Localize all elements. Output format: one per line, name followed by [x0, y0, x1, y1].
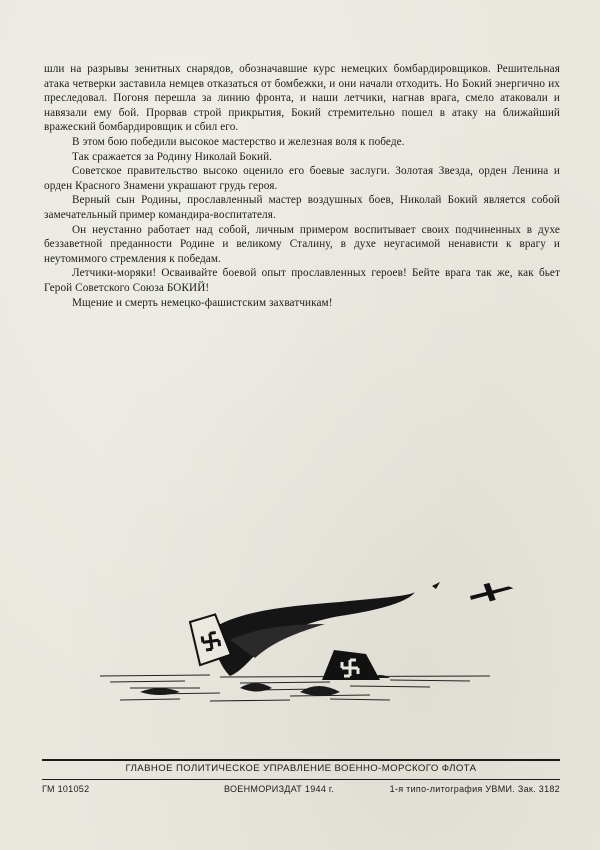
paragraph-6: Он неустанно работает над собой, личным примером воспитывает своих подчиненных в духе беззаветной преданности Родине и великому Сталину, в духе неугасимой ненависти к врагу и неутомимого стремления к победам.	[44, 223, 560, 265]
paragraph-3: Так сражается за Родину Николай Бокий.	[72, 150, 273, 163]
paragraph-5: Верный сын Родины, прославленный мастер воздушных боев, Николай Бокий является собой замечательный пример командира-воспитателя.	[44, 194, 560, 221]
crashed-plane-illustration	[90, 580, 520, 730]
paragraph-8: Мщение и смерть немецко-фашистским захватчикам!	[72, 296, 333, 309]
wreck	[322, 650, 380, 680]
distant-plane	[468, 580, 515, 606]
ground-strokes	[100, 675, 490, 701]
paragraph-4: Советское правительство высоко оценило его боевые заслуги. Золотая Звезда, орден Ленина и орден Красного Знамени украшают грудь героя.	[44, 165, 560, 192]
flying-debris	[432, 582, 440, 589]
paragraph-1: шли на разрывы зенитных снарядов, обозначавшие курс немецких бомбардировщиков. Решительная атака четверки заставила немцев отказаться от бомбежки, и они начали отходить. Но Бокий энергично их преследовал. Погоня перешла за линию фронта, и наши летчики, нагнав врага, смело атаковали и навязали ему бой. Прорвав строй прикрытия, Бокий стремительно пошел в атаку на ближайший вражеский бомбардировщик и сбил его.	[44, 63, 560, 134]
footer-rule-bottom	[42, 779, 560, 780]
imprint-line	[42, 784, 560, 798]
publisher-imprint: ВОЕНМОРИЗДАТ 1944 г.	[224, 784, 335, 794]
printer-info: 1-я типо-литография УВМИ. Зак. 3182	[389, 784, 560, 794]
footer-rule-top	[42, 759, 560, 761]
catalog-code: ГМ 101052	[42, 784, 90, 794]
smoke-trail	[210, 592, 415, 676]
publisher-title: ГЛАВНОЕ ПОЛИТИЧЕСКОЕ УПРАВЛЕНИЕ ВОЕННО-МОРСКОГО ФЛОТА	[125, 763, 477, 774]
paragraph-2: В этом бою победили высокое мастерство и железная воля к победе.	[72, 135, 405, 148]
body-text	[44, 62, 560, 310]
paragraph-7: Летчики-моряки! Осваивайте боевой опыт прославленных героев! Бейте врага так же, как бьет Герой Советского Союза БОКИЙ!	[44, 267, 560, 294]
